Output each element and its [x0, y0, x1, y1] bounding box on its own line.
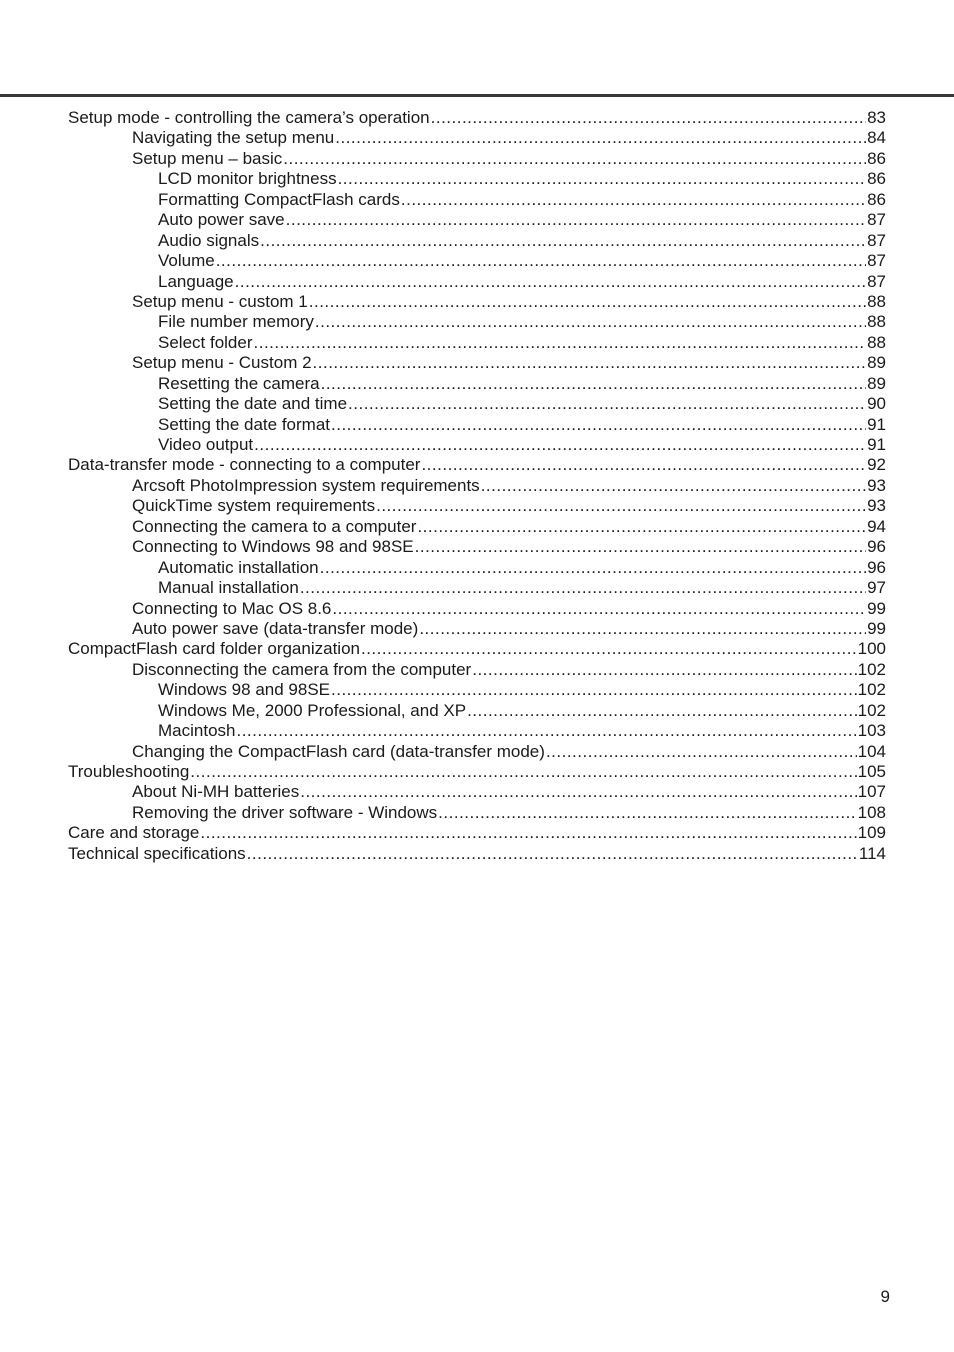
toc-entry[interactable] — [68, 210, 886, 230]
toc-entry-title: Removing the driver software - Windows — [132, 802, 438, 822]
toc-entry-page: 108 — [857, 802, 886, 822]
toc-entry-title: Auto power save (data-transfer mode) — [132, 618, 419, 638]
toc-entry-title: Setting the date format — [158, 414, 330, 434]
toc-entry-page: 86 — [867, 169, 886, 189]
toc-entry-title: LCD monitor brightness — [158, 169, 337, 189]
toc-entry-page: 104 — [857, 741, 886, 761]
toc-entry[interactable] — [68, 517, 886, 537]
toc-entry-page: 91 — [867, 435, 886, 454]
table-of-contents — [68, 108, 886, 864]
toc-entry-title: Select folder — [158, 332, 253, 352]
toc-entry[interactable] — [68, 660, 886, 680]
toc-entry-title: File number memory — [158, 312, 314, 332]
toc-entry[interactable] — [68, 578, 886, 598]
toc-dot-leader — [254, 435, 866, 455]
toc-entry-page: 87 — [867, 230, 886, 250]
toc-entry[interactable] — [68, 476, 886, 496]
toc-entry[interactable] — [68, 742, 886, 762]
toc-dot-leader — [200, 823, 856, 843]
toc-entry-title: Setup menu – basic — [132, 148, 283, 168]
toc-entry-page: 102 — [857, 659, 886, 679]
toc-entry[interactable] — [68, 353, 886, 373]
toc-entry[interactable] — [68, 231, 886, 251]
toc-entry-page: 87 — [867, 271, 886, 291]
toc-entry[interactable] — [68, 496, 886, 516]
toc-entry-page: 99 — [867, 598, 886, 618]
toc-entry[interactable] — [68, 823, 886, 843]
toc-dot-leader — [254, 333, 867, 353]
toc-entry[interactable] — [68, 169, 886, 189]
toc-entry-page: 88 — [867, 291, 886, 311]
toc-dot-leader — [415, 537, 866, 557]
toc-entry-title: Changing the CompactFlash card (data-transfer mode) — [132, 741, 545, 761]
toc-entry-page: 102 — [857, 680, 886, 700]
toc-entry-page: 87 — [867, 210, 886, 230]
toc-dot-leader — [300, 578, 866, 598]
toc-dot-leader — [235, 272, 866, 292]
toc-entry-title: Windows 98 and 98SE — [158, 680, 330, 700]
toc-entry[interactable] — [68, 619, 886, 639]
toc-dot-leader — [315, 312, 866, 332]
toc-dot-leader — [338, 169, 867, 189]
toc-entry[interactable] — [68, 762, 886, 782]
toc-dot-leader — [283, 149, 866, 169]
toc-entry[interactable] — [68, 435, 886, 455]
toc-entry-title: Video output — [158, 435, 254, 454]
toc-entry-page: 93 — [867, 475, 886, 495]
toc-entry-title: Connecting to Mac OS 8.6 — [132, 598, 332, 618]
toc-entry-title: Setup menu - custom 1 — [132, 291, 308, 311]
toc-dot-leader — [467, 701, 857, 721]
toc-dot-leader — [320, 558, 866, 578]
toc-dot-leader — [546, 742, 857, 762]
toc-entry-page: 83 — [867, 108, 886, 127]
toc-entry[interactable] — [68, 455, 886, 475]
toc-dot-leader — [313, 353, 867, 373]
toc-entry[interactable] — [68, 558, 886, 578]
toc-entry[interactable] — [68, 721, 886, 741]
toc-entry[interactable] — [68, 680, 886, 700]
toc-dot-leader — [247, 844, 858, 864]
toc-entry-title: Formatting CompactFlash cards — [158, 189, 400, 209]
toc-entry-page: 90 — [867, 394, 886, 414]
toc-dot-leader — [335, 128, 866, 148]
toc-entry-title: Setup mode - controlling the camera’s operation — [68, 108, 430, 127]
page-number: 9 — [880, 1287, 890, 1306]
toc-entry-title: Automatic installation — [158, 557, 319, 577]
toc-entry[interactable] — [68, 537, 886, 557]
toc-dot-leader — [417, 517, 866, 537]
toc-entry[interactable] — [68, 333, 886, 353]
toc-dot-leader — [348, 394, 866, 414]
toc-entry[interactable] — [68, 149, 886, 169]
toc-entry-page: 89 — [867, 373, 886, 393]
toc-entry-page: 100 — [857, 639, 886, 659]
toc-entry-title: CompactFlash card folder organization — [68, 639, 360, 659]
toc-entry[interactable] — [68, 415, 886, 435]
toc-dot-leader — [472, 660, 856, 680]
toc-dot-leader — [401, 190, 866, 210]
toc-entry[interactable] — [68, 312, 886, 332]
toc-dot-leader — [300, 782, 856, 802]
header-rule — [0, 94, 954, 97]
toc-entry-title: Macintosh — [158, 721, 236, 741]
toc-entry[interactable] — [68, 108, 886, 128]
toc-entry-page: 103 — [857, 721, 886, 741]
toc-entry-title: Auto power save — [158, 210, 285, 230]
toc-entry-page: 102 — [857, 700, 886, 720]
toc-dot-leader — [421, 455, 866, 475]
toc-entry-title: Navigating the setup menu — [132, 128, 335, 148]
toc-entry-page: 99 — [867, 618, 886, 638]
toc-dot-leader — [236, 721, 856, 741]
toc-entry-page: 84 — [867, 128, 886, 148]
toc-dot-leader — [216, 251, 866, 271]
toc-dot-leader — [431, 108, 866, 128]
toc-entry-page: 96 — [867, 557, 886, 577]
toc-entry-title: Setting the date and time — [158, 394, 348, 414]
toc-dot-leader — [331, 680, 857, 700]
toc-entry-title: QuickTime system requirements — [132, 496, 376, 516]
toc-entry-title: Troubleshooting — [68, 762, 190, 781]
toc-entry-title: Connecting to Windows 98 and 98SE — [132, 537, 414, 557]
toc-entry[interactable] — [68, 251, 886, 271]
toc-entry-title: About Ni-MH batteries — [132, 782, 300, 802]
toc-entry-page: 114 — [858, 843, 886, 863]
toc-dot-leader — [321, 374, 866, 394]
toc-entry-page: 86 — [867, 189, 886, 209]
toc-entry-title: Language — [158, 271, 234, 291]
toc-entry-page: 109 — [857, 823, 886, 843]
toc-entry-page: 105 — [857, 762, 886, 781]
toc-dot-leader — [481, 476, 866, 496]
toc-entry-title: Windows Me, 2000 Professional, and XP — [158, 700, 467, 720]
toc-entry-title: Resetting the camera — [158, 373, 320, 393]
toc-entry-page: 88 — [867, 332, 886, 352]
toc-entry-page: 86 — [867, 148, 886, 168]
toc-entry[interactable] — [68, 272, 886, 292]
toc-dot-leader — [419, 619, 866, 639]
toc-entry-page: 94 — [867, 516, 886, 536]
toc-entry-title: Audio signals — [158, 230, 260, 250]
toc-entry[interactable] — [68, 190, 886, 210]
toc-entry-title: Technical specifications — [68, 843, 246, 863]
toc-entry[interactable] — [68, 599, 886, 619]
toc-entry[interactable] — [68, 292, 886, 312]
toc-dot-leader — [309, 292, 866, 312]
toc-dot-leader — [361, 639, 857, 659]
toc-dot-leader — [332, 599, 866, 619]
toc-dot-leader — [260, 231, 866, 251]
toc-entry-page: 91 — [867, 414, 886, 434]
toc-dot-leader — [438, 803, 856, 823]
toc-entry-page: 89 — [867, 353, 886, 373]
toc-entry[interactable] — [68, 701, 886, 721]
toc-entry-page: 92 — [867, 455, 886, 475]
toc-entry-page: 107 — [857, 782, 886, 802]
toc-entry-title: Disconnecting the camera from the computer — [132, 659, 472, 679]
toc-entry[interactable] — [68, 844, 886, 864]
toc-dot-leader — [331, 415, 866, 435]
toc-entry-title: Care and storage — [68, 823, 200, 843]
toc-entry-page: 97 — [867, 578, 886, 598]
toc-dot-leader — [286, 210, 866, 230]
toc-dot-leader — [376, 496, 866, 516]
toc-entry[interactable] — [68, 782, 886, 802]
toc-entry[interactable] — [68, 374, 886, 394]
toc-entry[interactable] — [68, 128, 886, 148]
toc-entry[interactable] — [68, 803, 886, 823]
toc-dot-leader — [190, 762, 856, 782]
toc-entry-title: Connecting the camera to a computer — [132, 516, 417, 536]
toc-entry-title: Arcsoft PhotoImpression system requirements — [132, 475, 480, 495]
toc-entry[interactable] — [68, 639, 886, 659]
toc-entry-title: Manual installation — [158, 578, 299, 598]
toc-entry-title: Setup menu - Custom 2 — [132, 353, 312, 373]
toc-entry-page: 96 — [867, 537, 886, 557]
toc-entry-title: Volume — [158, 251, 215, 271]
toc-entry-page: 93 — [867, 496, 886, 516]
toc-entry-page: 88 — [867, 312, 886, 332]
toc-entry[interactable] — [68, 394, 886, 414]
toc-entry-title: Data-transfer mode - connecting to a computer — [68, 455, 421, 475]
toc-entry-page: 87 — [867, 251, 886, 271]
